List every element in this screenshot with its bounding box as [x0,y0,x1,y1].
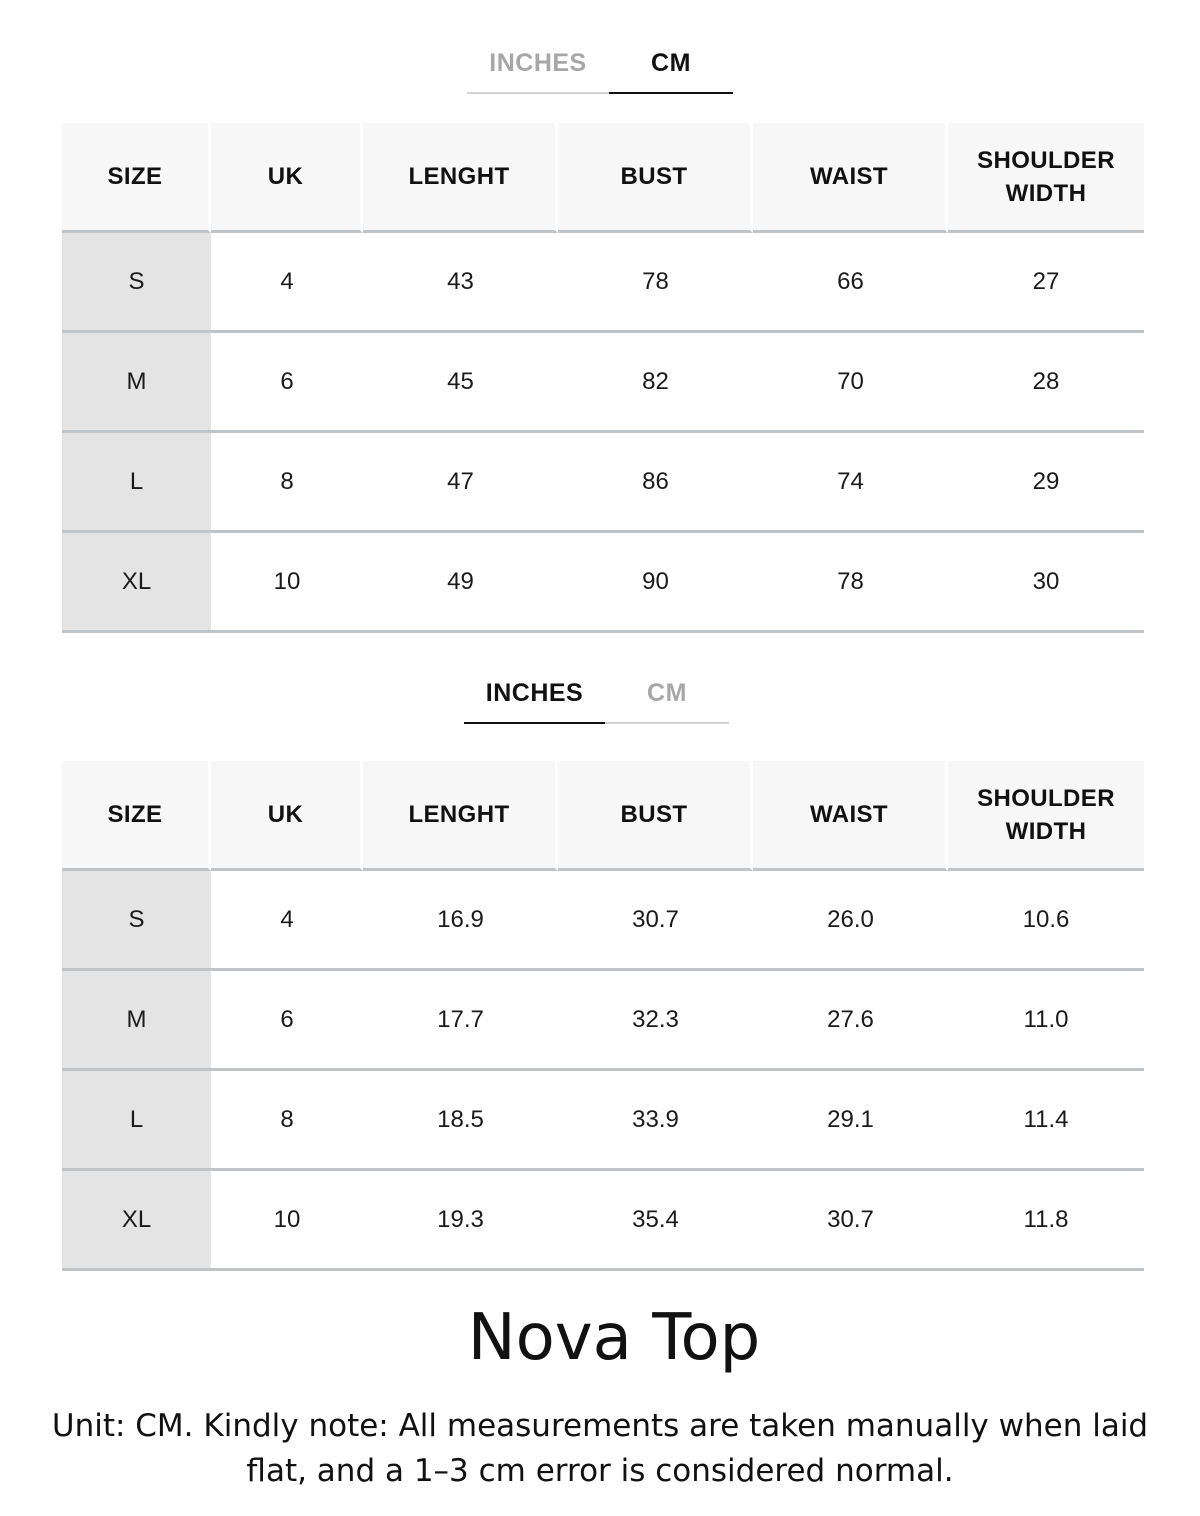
table-row [62,1171,1144,1271]
table-row [62,433,1144,533]
tab-underline [467,92,609,94]
unit-tabs-inches-table [464,675,729,715]
table-cell: 30 [948,533,1144,633]
table-row [62,971,1144,1071]
table-cell: 8 [211,433,363,533]
tab-inches[interactable]: INCHES [485,679,584,707]
header-uk: UK [211,761,363,871]
table-row [62,871,1144,971]
table-cell: 30.7 [753,1171,948,1271]
table-row [62,533,1144,633]
size-table-cm [62,123,1144,633]
header-uk: UK [211,123,363,233]
tab-active-underline [609,92,733,94]
table-cell: 49 [363,533,558,633]
table-cell: 6 [211,971,363,1071]
table-cell: 86 [558,433,753,533]
table-cell: 18.5 [363,1071,558,1171]
size-cell: S [62,233,211,333]
table-cell: 35.4 [558,1171,753,1271]
table-cell: 11.4 [948,1071,1144,1171]
table-cell: 70 [753,333,948,433]
table-cell: 10 [211,1171,363,1271]
header-bust: BUST [558,761,753,871]
table-cell: 6 [211,333,363,433]
header-shoulder-width: SHOULDER WIDTH [948,123,1144,233]
table-cell: 16.9 [363,871,558,971]
table-cell: 33.9 [558,1071,753,1171]
table-cell: 8 [211,1071,363,1171]
table-cell: 19.3 [363,1171,558,1271]
header-waist: WAIST [753,123,948,233]
header-waist: WAIST [753,761,948,871]
table-cell: 4 [211,233,363,333]
table-cell: 11.0 [948,971,1144,1071]
size-cell: L [62,433,211,533]
table-cell: 11.8 [948,1171,1144,1271]
table-cell: 43 [363,233,558,333]
header-size: SIZE [62,761,211,871]
table-cell: 78 [558,233,753,333]
header-bust: BUST [558,123,753,233]
table-cell: 27.6 [753,971,948,1071]
size-cell: XL [62,1171,211,1271]
tab-cm[interactable]: CM [647,679,687,707]
size-cell: M [62,333,211,433]
table-cell: 29 [948,433,1144,533]
table-cell: 4 [211,871,363,971]
table-cell: 30.7 [558,871,753,971]
table-cell: 74 [753,433,948,533]
table-cell: 10.6 [948,871,1144,971]
table-cell: 10 [211,533,363,633]
header-length: LENGHT [363,123,558,233]
size-cell: S [62,871,211,971]
table-header-row [62,761,1144,871]
table-cell: 66 [753,233,948,333]
header-shoulder-width: SHOULDER WIDTH [948,761,1144,871]
header-size: SIZE [62,123,211,233]
table-cell: 17.7 [363,971,558,1071]
product-title: Nova Top [467,1301,761,1375]
table-cell: 82 [558,333,753,433]
table-cell: 90 [558,533,753,633]
measurement-note: Unit: CM. Kindly note: All measurements are taken manually when laid flat, and a 1–3 cm error is considered normal. [51,1408,1149,1489]
table-cell: 28 [948,333,1144,433]
tab-underline [605,722,729,724]
tab-active-underline [464,722,605,724]
size-cell: L [62,1071,211,1171]
table-cell: 26.0 [753,871,948,971]
table-row [62,333,1144,433]
table-header-row [62,123,1144,233]
size-cell: XL [62,533,211,633]
table-cell: 27 [948,233,1144,333]
table-row [62,1071,1144,1171]
table-cell: 47 [363,433,558,533]
table-cell: 29.1 [753,1071,948,1171]
table-cell: 32.3 [558,971,753,1071]
unit-tabs-cm-table [467,45,733,85]
header-length: LENGHT [363,761,558,871]
table-cell: 78 [753,533,948,633]
size-table-inches [62,761,1144,1271]
table-row [62,233,1144,333]
size-cell: M [62,971,211,1071]
tab-inches[interactable]: INCHES [489,49,587,77]
tab-cm[interactable]: CM [651,49,691,77]
table-cell: 45 [363,333,558,433]
